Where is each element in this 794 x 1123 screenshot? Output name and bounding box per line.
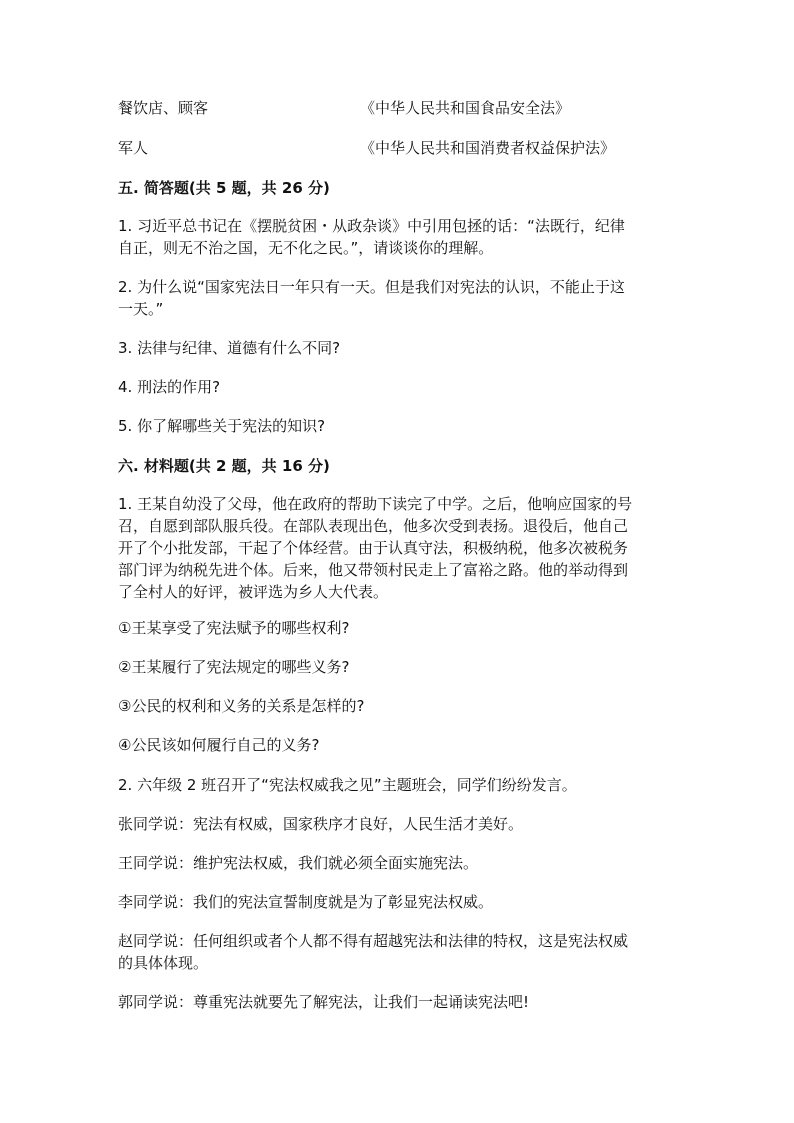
material-1-line-2: 召，自愿到部队服兵役。在部队表现出色，他多次受到表扬。退役后，他自己 [118,517,629,535]
question-5: 5. 你了解哪些关于宪法的知识? [118,417,326,435]
section-6-title: 六. 材料题(共 2 题，共 16 分) [118,457,330,475]
question-2-line-1: 2. 为什么说“国家宪法日一年只有一天。但是我们对宪法的认识，不能止于这 [118,278,625,296]
sub-question-2: ②王某履行了宪法规定的哪些义务? [118,658,350,676]
question-4: 4. 刑法的作用? [118,378,221,396]
matching-left-1: 餐饮店、顾客 [118,99,209,117]
question-1-line-1: 1. 习近平总书记在《摆脱贫困・从政杂谈》中引用包拯的话：“法既行，纪律 [118,217,625,235]
statement-guo: 郭同学说：尊重宪法就要先了解宪法，让我们一起诵读宪法吧! [118,993,530,1011]
question-3: 3. 法律与纪律、道德有什么不同? [118,339,341,357]
question-2-line-2: 一天。” [118,300,164,318]
matching-left-2: 军人 [118,139,149,157]
sub-question-4: ④公民该如何履行自己的义务? [118,736,320,754]
material-2: 2. 六年级 2 班召开了“宪法权威我之见”主题班会，同学们纷纷发言。 [118,776,577,794]
material-1-line-5: 了全村人的好评，被评选为乡人大代表。 [118,583,389,601]
material-1-line-1: 1. 王某自幼没了父母，他在政府的帮助下读完了中学。之后，他响应国家的号 [118,495,633,513]
section-5-title: 五. 简答题(共 5 题，共 26 分) [118,179,330,197]
question-1-line-2: 自正，则无不治之国，无不化之民。”，请谈谈你的理解。 [118,239,494,257]
material-1-line-3: 开了个小批发部，干起了个体经营。由于认真守法，积极纳税，他多次被税务 [118,539,629,557]
sub-question-1: ①王某享受了宪法赋予的哪些权利? [118,619,350,637]
statement-li: 李同学说：我们的宪法宣誓制度就是为了彰显宪法权威。 [118,893,494,911]
statement-zhao-line-1: 赵同学说：任何组织或者个人都不得有超越宪法和法律的特权，这是宪法权威 [118,932,629,950]
statement-zhao-line-2: 的具体体现。 [118,954,209,972]
matching-right-2: 《中华人民共和国消费者权益保护法》 [360,139,616,157]
statement-zhang: 张同学说：宪法有权威，国家秩序才良好，人民生活才美好。 [118,815,524,833]
matching-right-1: 《中华人民共和国食品安全法》 [360,99,571,117]
material-1-line-4: 部门评为纳税先进个体。后来，他又带领村民走上了富裕之路。他的举动得到 [118,561,629,579]
statement-wang: 王同学说：维护宪法权威，我们就必须全面实施宪法。 [118,854,479,872]
sub-question-3: ③公民的权利和义务的关系是怎样的? [118,697,365,715]
